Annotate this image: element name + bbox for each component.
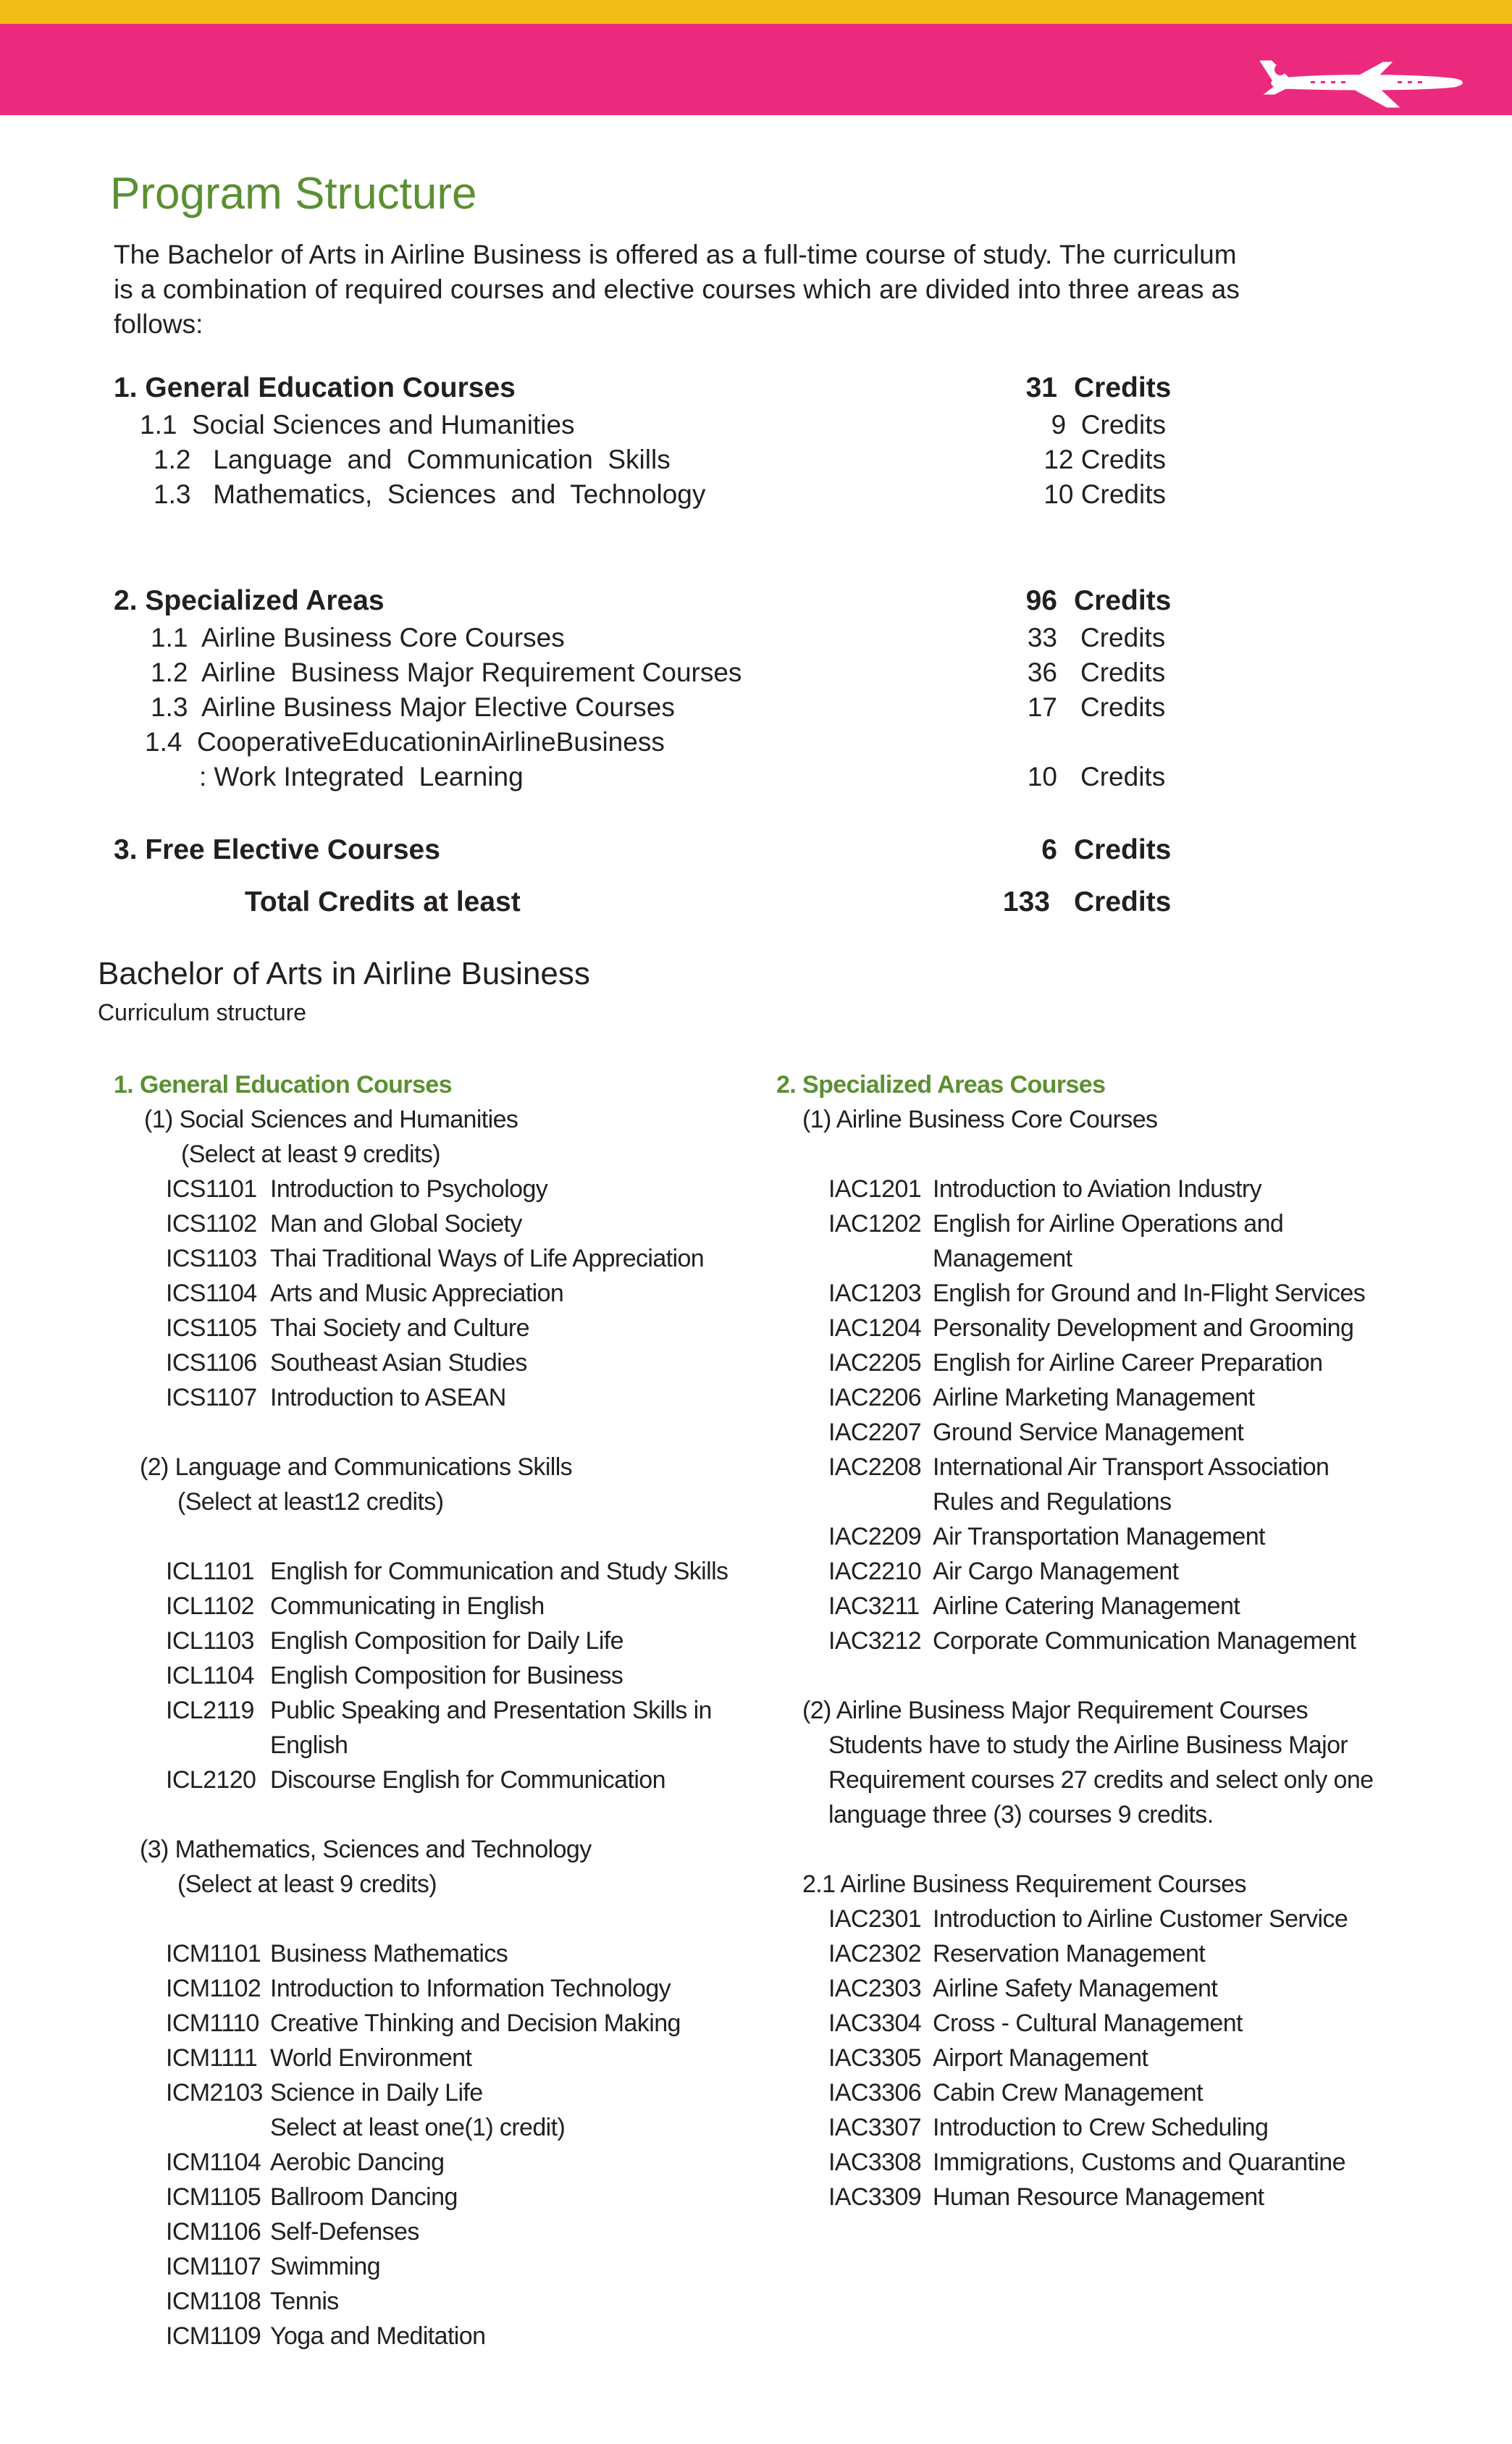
course-title: Cross - Cultural Management bbox=[933, 2010, 1243, 2037]
summary-item-label: 1.1 Airline Business Core Courses bbox=[151, 623, 565, 652]
course-code: IAC1203 bbox=[828, 1280, 922, 1307]
course-row bbox=[114, 1172, 751, 1206]
course-row bbox=[776, 1519, 1471, 1554]
group-description-line: language three (3) courses 9 credits. bbox=[828, 1801, 1214, 1828]
course-row bbox=[114, 2249, 751, 2284]
course-code: ICL1103 bbox=[166, 1627, 254, 1655]
course-title: Man and Global Society bbox=[270, 1210, 522, 1238]
course-row bbox=[114, 1206, 751, 1241]
course-code: IAC2301 bbox=[828, 1905, 922, 1933]
course-row bbox=[114, 2319, 751, 2353]
summary-item-value: 9 Credits bbox=[1051, 410, 1166, 440]
course-row bbox=[114, 1241, 751, 1276]
course-code: IAC2210 bbox=[828, 1558, 922, 1585]
group-description-line: Requirement courses 27 credits and select only one bbox=[828, 1766, 1374, 1794]
course-row bbox=[776, 1276, 1471, 1311]
course-title: Introduction to Information Technology bbox=[270, 1975, 671, 2002]
course-row bbox=[776, 1589, 1471, 1624]
course-code: IAC1201 bbox=[828, 1175, 922, 1203]
group-title: (1) Social Sciences and Humanities bbox=[144, 1106, 518, 1133]
course-row bbox=[776, 1415, 1471, 1450]
course-code: ICS1107 bbox=[166, 1384, 257, 1411]
summary-section-3-unit: Credits bbox=[1074, 834, 1172, 865]
course-title: Air Transportation Management bbox=[933, 1523, 1265, 1550]
course-title: Arts and Music Appreciation bbox=[270, 1280, 564, 1307]
course-code: IAC3308 bbox=[828, 2149, 922, 2176]
course-row bbox=[114, 1311, 751, 1345]
group-note: (Select at least 9 credits) bbox=[177, 1870, 437, 1898]
course-row bbox=[114, 2145, 751, 2180]
summary-item-unit: Credits bbox=[1080, 658, 1166, 687]
summary-section-1-unit: Credits bbox=[1074, 372, 1172, 403]
summary-item-num: 17 bbox=[1027, 692, 1057, 722]
course-title: Self-Defenses bbox=[270, 2218, 419, 2246]
course-code: ICS1104 bbox=[166, 1280, 257, 1307]
summary-item-unit: Credits bbox=[1080, 762, 1166, 791]
course-row bbox=[776, 1450, 1471, 1485]
curriculum-subtitle: Curriculum structure bbox=[98, 999, 307, 1025]
intro-line: is a combination of required courses and elective courses which are divided into three areas as bbox=[114, 274, 1240, 304]
summary-section-1-num: 31 bbox=[1025, 372, 1057, 403]
group-description-line: Students have to study the Airline Business Major bbox=[828, 1731, 1348, 1759]
course-row bbox=[776, 1902, 1471, 1936]
intro-line: follows: bbox=[114, 309, 203, 339]
course-title: Ballroom Dancing bbox=[270, 2183, 458, 2211]
course-row bbox=[776, 1554, 1471, 1589]
course-row bbox=[114, 1693, 751, 1728]
course-row bbox=[114, 1345, 751, 1380]
course-title: International Air Transport Association bbox=[933, 1453, 1330, 1481]
course-title: Swimming bbox=[270, 2253, 381, 2280]
summary-section-2-unit: Credits bbox=[1074, 585, 1172, 616]
summary-section-1-label: 1. General Education Courses bbox=[114, 372, 516, 403]
course-row bbox=[114, 2180, 751, 2214]
course-code: ICL1101 bbox=[166, 1558, 254, 1585]
course-row bbox=[776, 1311, 1471, 1345]
course-code: IAC1202 bbox=[828, 1210, 922, 1238]
course-title: Tennis bbox=[270, 2288, 339, 2315]
summary-item-value: 10 Credits bbox=[1043, 479, 1166, 509]
summary-section-3-label: 3. Free Elective Courses bbox=[114, 834, 440, 865]
group-title: (1) Airline Business Core Courses bbox=[802, 1106, 1158, 1133]
course-title-continued: Select at least one(1) credit) bbox=[270, 2114, 566, 2141]
course-code: ICM1101 bbox=[166, 1940, 261, 1968]
course-code: ICL2120 bbox=[166, 1766, 256, 1794]
course-row bbox=[776, 1624, 1471, 1658]
course-title: Thai Society and Culture bbox=[270, 1314, 529, 1342]
course-title: Creative Thinking and Decision Making bbox=[270, 2010, 681, 2037]
page-title: Program Structure bbox=[110, 169, 477, 219]
course-row bbox=[114, 1380, 751, 1415]
group-title: (3) Mathematics, Sciences and Technology bbox=[140, 1836, 592, 1863]
course-title-continued: English bbox=[270, 1731, 348, 1759]
summary-section-3-num: 6 bbox=[1041, 834, 1057, 865]
course-code: IAC1204 bbox=[828, 1314, 922, 1342]
summary-section-2-num: 96 bbox=[1025, 585, 1057, 616]
course-title: English for Airline Operations and bbox=[933, 1210, 1284, 1238]
course-code: IAC2302 bbox=[828, 1940, 922, 1968]
course-code: ICM1104 bbox=[166, 2149, 261, 2176]
course-row bbox=[114, 1763, 751, 1797]
course-title: English Composition for Business bbox=[270, 1662, 623, 1689]
course-title: Airline Marketing Management bbox=[933, 1384, 1255, 1411]
course-code: IAC2206 bbox=[828, 1384, 922, 1411]
course-title: Discourse English for Communication bbox=[270, 1766, 665, 1794]
course-code: IAC2205 bbox=[828, 1349, 922, 1377]
course-title: English for Communication and Study Skills bbox=[270, 1558, 728, 1585]
course-title: Ground Service Management bbox=[933, 1419, 1244, 1446]
course-title: Public Speaking and Presentation Skills in bbox=[270, 1697, 712, 1724]
course-row-continued bbox=[114, 1728, 751, 1763]
course-code: IAC2303 bbox=[828, 1975, 922, 2002]
course-code: IAC3305 bbox=[828, 2044, 922, 2072]
course-row bbox=[776, 1936, 1471, 1971]
course-row bbox=[776, 2180, 1471, 2214]
course-title: Introduction to ASEAN bbox=[270, 1384, 506, 1411]
course-code: IAC2207 bbox=[828, 1419, 922, 1446]
course-title: Personality Development and Grooming bbox=[933, 1314, 1354, 1342]
course-title: Airline Safety Management bbox=[933, 1975, 1218, 2002]
summary-section-2-label: 2. Specialized Areas bbox=[114, 585, 385, 616]
course-title: Air Cargo Management bbox=[933, 1558, 1179, 1585]
course-row bbox=[114, 2075, 751, 2110]
summary-item-unit: Credits bbox=[1080, 623, 1166, 652]
summary-item-label: 1.2 Airline Business Major Requirement Courses bbox=[151, 658, 742, 687]
course-code: ICM1108 bbox=[166, 2288, 261, 2315]
course-title: Introduction to Aviation Industry bbox=[933, 1175, 1261, 1203]
course-row bbox=[776, 2075, 1471, 2110]
curriculum-title: Bachelor of Arts in Airline Business bbox=[98, 956, 590, 991]
course-code: ICS1105 bbox=[166, 1314, 257, 1342]
section-heading: 1. General Education Courses bbox=[114, 1071, 452, 1099]
course-row bbox=[114, 2006, 751, 2041]
course-code: ICM2103 bbox=[166, 2079, 263, 2107]
summary-total-num: 133 bbox=[1002, 886, 1050, 917]
course-code: ICS1101 bbox=[166, 1175, 257, 1203]
course-title-continued: Rules and Regulations bbox=[933, 1488, 1172, 1516]
course-row bbox=[114, 1624, 751, 1658]
course-code: ICM1111 bbox=[166, 2044, 258, 2072]
course-title: Southeast Asian Studies bbox=[270, 1349, 527, 1377]
course-title: Introduction to Crew Scheduling bbox=[933, 2114, 1269, 2141]
course-title: English for Airline Career Preparation bbox=[933, 1349, 1323, 1377]
course-code: ICL1104 bbox=[166, 1662, 254, 1689]
course-title: Introduction to Airline Customer Service bbox=[933, 1905, 1348, 1933]
course-title: English for Ground and In-Flight Services bbox=[933, 1280, 1366, 1307]
group-note: (Select at least 9 credits) bbox=[181, 1141, 440, 1168]
course-row bbox=[776, 2145, 1471, 2180]
course-title: World Environment bbox=[270, 2044, 472, 2072]
airplane-icon bbox=[1260, 52, 1470, 110]
summary-item-value: 12 Credits bbox=[1043, 445, 1166, 474]
course-code: ICM1109 bbox=[166, 2322, 261, 2350]
course-row bbox=[776, 1380, 1471, 1415]
course-code: ICM1106 bbox=[166, 2218, 261, 2246]
course-code: IAC3309 bbox=[828, 2183, 922, 2211]
section-heading: 2. Specialized Areas Courses bbox=[776, 1071, 1106, 1099]
course-row bbox=[114, 1658, 751, 1693]
summary-item-label: 1.3 Mathematics, Sciences and Technology bbox=[154, 479, 706, 509]
course-row-continued bbox=[114, 2110, 751, 2145]
course-row bbox=[776, 2041, 1471, 2075]
course-row-continued bbox=[776, 1485, 1471, 1519]
course-code: ICL2119 bbox=[166, 1697, 254, 1724]
course-code: IAC3211 bbox=[828, 1592, 920, 1620]
course-code: ICM1105 bbox=[166, 2183, 261, 2211]
course-title: Business Mathematics bbox=[270, 1940, 508, 1968]
summary-item-label: : Work Integrated Learning bbox=[199, 762, 524, 791]
group-title: (2) Airline Business Major Requirement Courses bbox=[802, 1697, 1309, 1724]
summary-item-num: 10 bbox=[1027, 762, 1057, 791]
course-title: Corporate Communication Management bbox=[933, 1627, 1356, 1655]
course-code: ICM1110 bbox=[166, 2010, 259, 2037]
course-title: Human Resource Management bbox=[933, 2183, 1264, 2211]
course-title: Airline Catering Management bbox=[933, 1592, 1240, 1620]
course-title: Airport Management bbox=[933, 2044, 1148, 2072]
course-code: ICS1106 bbox=[166, 1349, 257, 1377]
course-code: ICS1102 bbox=[166, 1210, 257, 1238]
course-row bbox=[776, 1345, 1471, 1380]
summary-item-num: 36 bbox=[1027, 658, 1057, 687]
summary-item-label: 1.1 Social Sciences and Humanities bbox=[140, 410, 575, 440]
course-title: Thai Traditional Ways of Life Appreciation bbox=[270, 1245, 705, 1272]
course-code: IAC3306 bbox=[828, 2079, 922, 2107]
course-code: IAC3212 bbox=[828, 1627, 922, 1655]
intro-paragraph bbox=[114, 238, 1272, 342]
course-title: Introduction to Psychology bbox=[270, 1175, 548, 1203]
course-row-continued bbox=[776, 1241, 1471, 1276]
course-row bbox=[776, 2110, 1471, 2145]
course-title: Communicating in English bbox=[270, 1592, 545, 1620]
summary-item-label: 1.4 CooperativeEducationinAirlineBusiness bbox=[145, 727, 665, 757]
summary-item-unit: Credits bbox=[1080, 692, 1166, 722]
course-row bbox=[776, 2006, 1471, 2041]
course-code: ICL1102 bbox=[166, 1592, 254, 1620]
course-row bbox=[776, 1206, 1471, 1241]
course-row bbox=[114, 1971, 751, 2006]
course-row bbox=[114, 1936, 751, 1971]
summary-item-num: 33 bbox=[1027, 623, 1057, 652]
summary-total-label: Total Credits at least bbox=[245, 886, 521, 917]
course-code: ICM1102 bbox=[166, 1975, 261, 2002]
course-title: English Composition for Daily Life bbox=[270, 1627, 623, 1655]
course-code: IAC2209 bbox=[828, 1523, 922, 1550]
group-title: (2) Language and Communications Skills bbox=[140, 1453, 573, 1481]
course-code: ICM1107 bbox=[166, 2253, 261, 2280]
course-code: IAC3307 bbox=[828, 2114, 922, 2141]
header-top-strip bbox=[0, 0, 1512, 24]
intro-line: The Bachelor of Arts in Airline Business is offered as a full-time course of study. The curriculum bbox=[114, 240, 1237, 269]
group-title: 2.1 Airline Business Requirement Courses bbox=[802, 1870, 1246, 1898]
course-row bbox=[114, 2041, 751, 2075]
course-code: ICS1103 bbox=[166, 1245, 257, 1272]
course-title: Cabin Crew Management bbox=[933, 2079, 1203, 2107]
course-title: Reservation Management bbox=[933, 1940, 1206, 1968]
course-row bbox=[114, 1589, 751, 1624]
group-note: (Select at least12 credits) bbox=[177, 1488, 444, 1516]
course-row bbox=[114, 1276, 751, 1311]
course-title-continued: Management bbox=[933, 1245, 1072, 1272]
course-title: Aerobic Dancing bbox=[270, 2149, 445, 2176]
course-row bbox=[776, 1971, 1471, 2006]
course-row bbox=[776, 1172, 1471, 1206]
summary-item-label: 1.2 Language and Communication Skills bbox=[154, 445, 671, 474]
course-row bbox=[114, 2284, 751, 2319]
summary-total-unit: Credits bbox=[1074, 886, 1172, 917]
general-education-column bbox=[114, 1067, 751, 2353]
course-title: Immigrations, Customs and Quarantine bbox=[933, 2149, 1345, 2176]
specialized-areas-column bbox=[776, 1067, 1471, 2214]
course-row bbox=[114, 1554, 751, 1589]
course-title: Science in Daily Life bbox=[270, 2079, 483, 2107]
course-code: IAC2208 bbox=[828, 1453, 922, 1481]
course-code: IAC3304 bbox=[828, 2010, 922, 2037]
course-row bbox=[114, 2214, 751, 2249]
course-title: Yoga and Meditation bbox=[270, 2322, 486, 2350]
summary-item-label: 1.3 Airline Business Major Elective Courses bbox=[151, 692, 675, 722]
